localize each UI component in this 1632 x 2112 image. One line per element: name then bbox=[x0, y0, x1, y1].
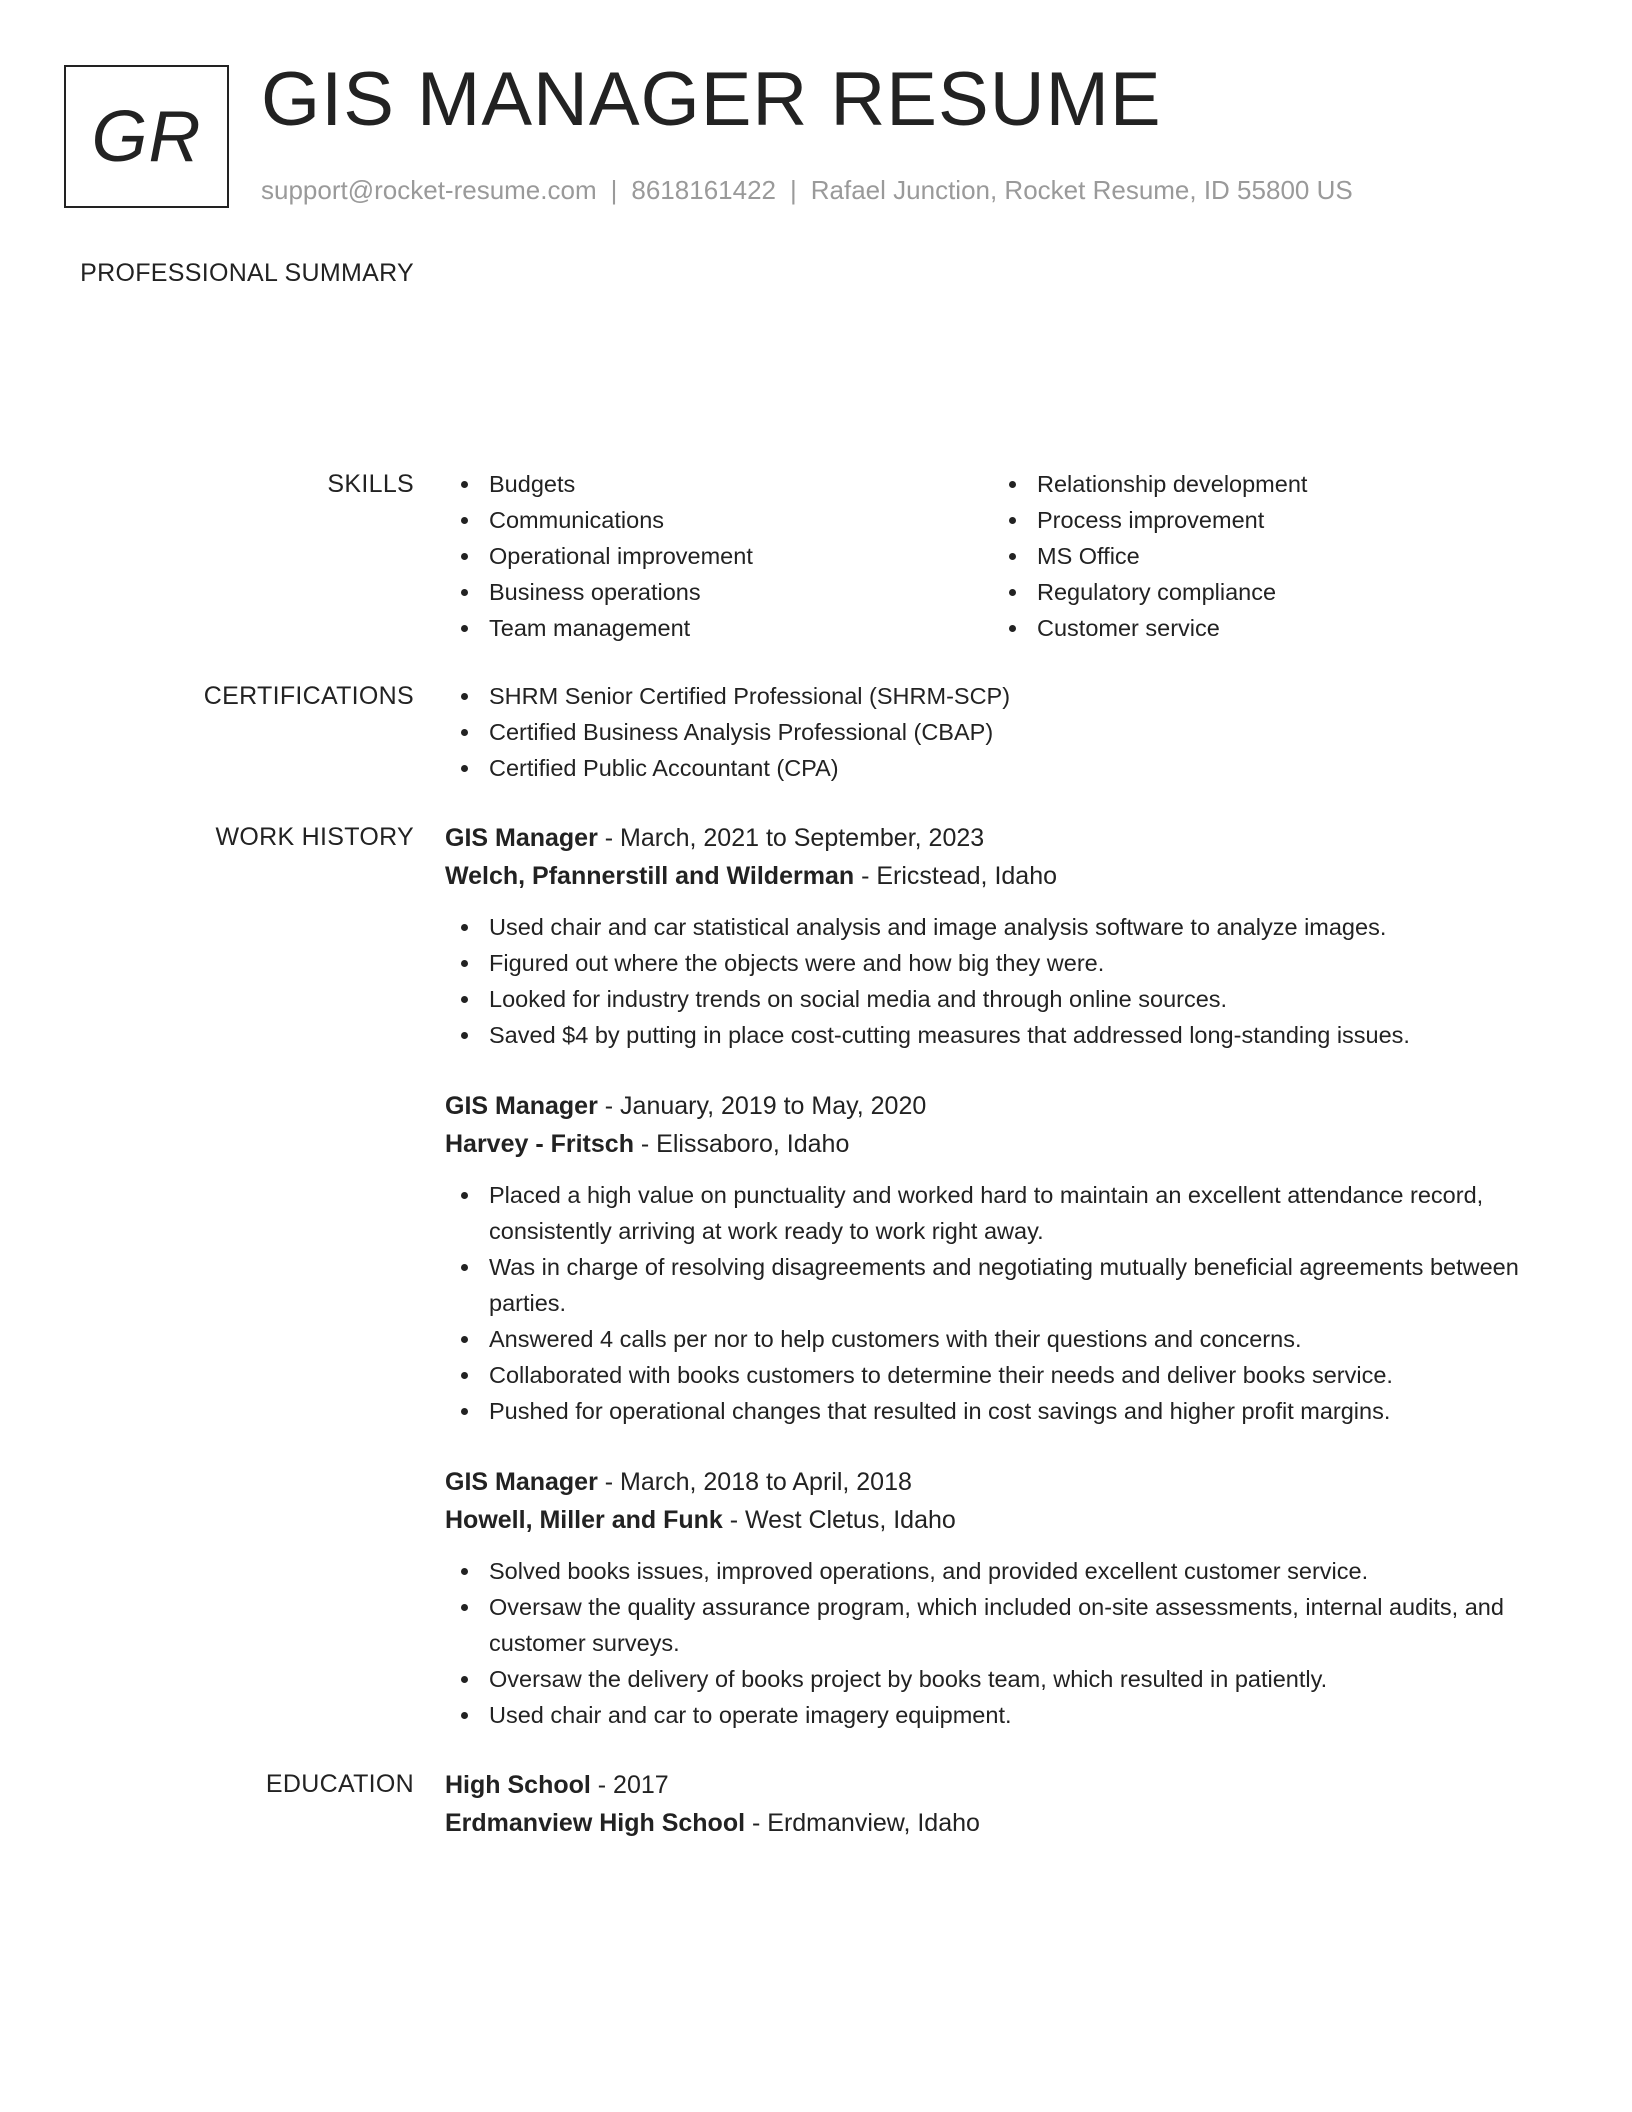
contact-line bbox=[261, 175, 1353, 206]
skill-item: Relationship development bbox=[993, 466, 1541, 502]
job-dates: - March, 2018 to April, 2018 bbox=[597, 1468, 912, 1496]
job-bullet: Collaborated with books customers to determine their needs and deliver books service. bbox=[445, 1357, 1560, 1393]
job-title-line bbox=[445, 1087, 1560, 1125]
job-bullet: Was in charge of resolving disagreements and negotiating mutually beneficial agreements between parties. bbox=[445, 1249, 1560, 1321]
skill-item: Team management bbox=[445, 610, 993, 646]
skill-item: Communications bbox=[445, 502, 993, 538]
job-title: GIS Manager bbox=[445, 1092, 598, 1120]
certification-item: Certified Business Analysis Professional (CBAP) bbox=[445, 714, 1560, 750]
resume-title: GIS MANAGER RESUME bbox=[261, 57, 1162, 142]
contact-separator: | bbox=[610, 175, 618, 205]
job-title-line bbox=[445, 819, 1560, 857]
contact-separator: | bbox=[790, 175, 797, 205]
monogram-logo: GR bbox=[64, 65, 229, 208]
job-title-line bbox=[445, 1463, 1560, 1501]
section-heading-summary: PROFESSIONAL SUMMARY bbox=[80, 259, 414, 287]
job-company: Howell, Miller and Funk bbox=[445, 1506, 723, 1534]
job-dates: - January, 2019 to May, 2020 bbox=[597, 1092, 927, 1120]
job-bullet: Placed a high value on punctuality and worked hard to maintain an excellent attendance record, consistently arriving at work ready to work right away. bbox=[445, 1177, 1560, 1249]
certifications-list bbox=[445, 678, 1560, 786]
education-entry bbox=[445, 1766, 1560, 1842]
job-bullet: Used chair and car statistical analysis and image analysis software to analyze images. bbox=[445, 909, 1560, 945]
job-company: Harvey - Fritsch bbox=[445, 1130, 634, 1158]
skills-list-left bbox=[445, 466, 993, 646]
certification-item: SHRM Senior Certified Professional (SHRM-SCP) bbox=[445, 678, 1560, 714]
skill-item: Regulatory compliance bbox=[993, 574, 1541, 610]
job-company-line bbox=[445, 1501, 1560, 1539]
contact-email[interactable]: support@rocket-resume.com bbox=[261, 175, 597, 205]
job-bullet: Figured out where the objects were and how big they were. bbox=[445, 945, 1560, 981]
skill-item: Customer service bbox=[993, 610, 1541, 646]
job-bullet: Oversaw the quality assurance program, which included on-site assessments, internal audits, and customer surveys. bbox=[445, 1589, 1560, 1661]
skill-item: MS Office bbox=[993, 538, 1541, 574]
education-location: - Erdmanview, Idaho bbox=[745, 1809, 980, 1837]
job-bullets bbox=[445, 1553, 1560, 1733]
skill-item: Business operations bbox=[445, 574, 993, 610]
job-company: Welch, Pfannerstill and Wilderman bbox=[445, 862, 855, 890]
job-entry bbox=[445, 1087, 1560, 1429]
certifications-body bbox=[445, 678, 1560, 786]
education-year: - 2017 bbox=[590, 1771, 669, 1799]
education-degree: High School bbox=[445, 1771, 591, 1799]
job-title: GIS Manager bbox=[445, 1468, 598, 1496]
certification-item: Certified Public Accountant (CPA) bbox=[445, 750, 1560, 786]
section-heading-work-history: WORK HISTORY bbox=[215, 823, 414, 851]
contact-phone[interactable]: 8618161422 bbox=[631, 175, 776, 205]
job-bullet: Oversaw the delivery of books project by books team, which resulted in patiently. bbox=[445, 1661, 1560, 1697]
job-bullet: Solved books issues, improved operations, and provided excellent customer service. bbox=[445, 1553, 1560, 1589]
job-bullet: Answered 4 calls per nor to help customers with their questions and concerns. bbox=[445, 1321, 1560, 1357]
job-bullet: Used chair and car to operate imagery equipment. bbox=[445, 1697, 1560, 1733]
skill-item: Operational improvement bbox=[445, 538, 993, 574]
job-bullets bbox=[445, 909, 1560, 1053]
education-degree-line bbox=[445, 1766, 1560, 1804]
contact-address: Rafael Junction, Rocket Resume, ID 55800 US bbox=[810, 175, 1353, 205]
skill-item: Budgets bbox=[445, 466, 993, 502]
skills-grid bbox=[445, 466, 1560, 646]
section-heading-certifications: CERTIFICATIONS bbox=[203, 682, 414, 710]
job-company-line bbox=[445, 1125, 1560, 1163]
job-location: - West Cletus, Idaho bbox=[722, 1506, 956, 1534]
job-bullets bbox=[445, 1177, 1560, 1429]
job-company-line bbox=[445, 857, 1560, 895]
education-school: Erdmanview High School bbox=[445, 1809, 746, 1837]
job-bullet: Saved $4 by putting in place cost-cutting measures that addressed long-standing issues. bbox=[445, 1017, 1560, 1053]
skill-item: Process improvement bbox=[993, 502, 1541, 538]
section-heading-education: EDUCATION bbox=[265, 1770, 414, 1798]
skills-list-right bbox=[993, 466, 1541, 646]
job-bullet: Looked for industry trends on social media and through online sources. bbox=[445, 981, 1560, 1017]
job-location: - Elissaboro, Idaho bbox=[633, 1130, 850, 1158]
education-school-line bbox=[445, 1804, 1560, 1842]
job-location: - Ericstead, Idaho bbox=[854, 862, 1058, 890]
job-entry bbox=[445, 819, 1560, 1053]
section-heading-skills: SKILLS bbox=[327, 470, 414, 498]
job-title: GIS Manager bbox=[445, 824, 598, 852]
job-dates: - March, 2021 to September, 2023 bbox=[597, 824, 985, 852]
job-bullet: Pushed for operational changes that resulted in cost savings and higher profit margins. bbox=[445, 1393, 1560, 1429]
job-entry bbox=[445, 1463, 1560, 1733]
